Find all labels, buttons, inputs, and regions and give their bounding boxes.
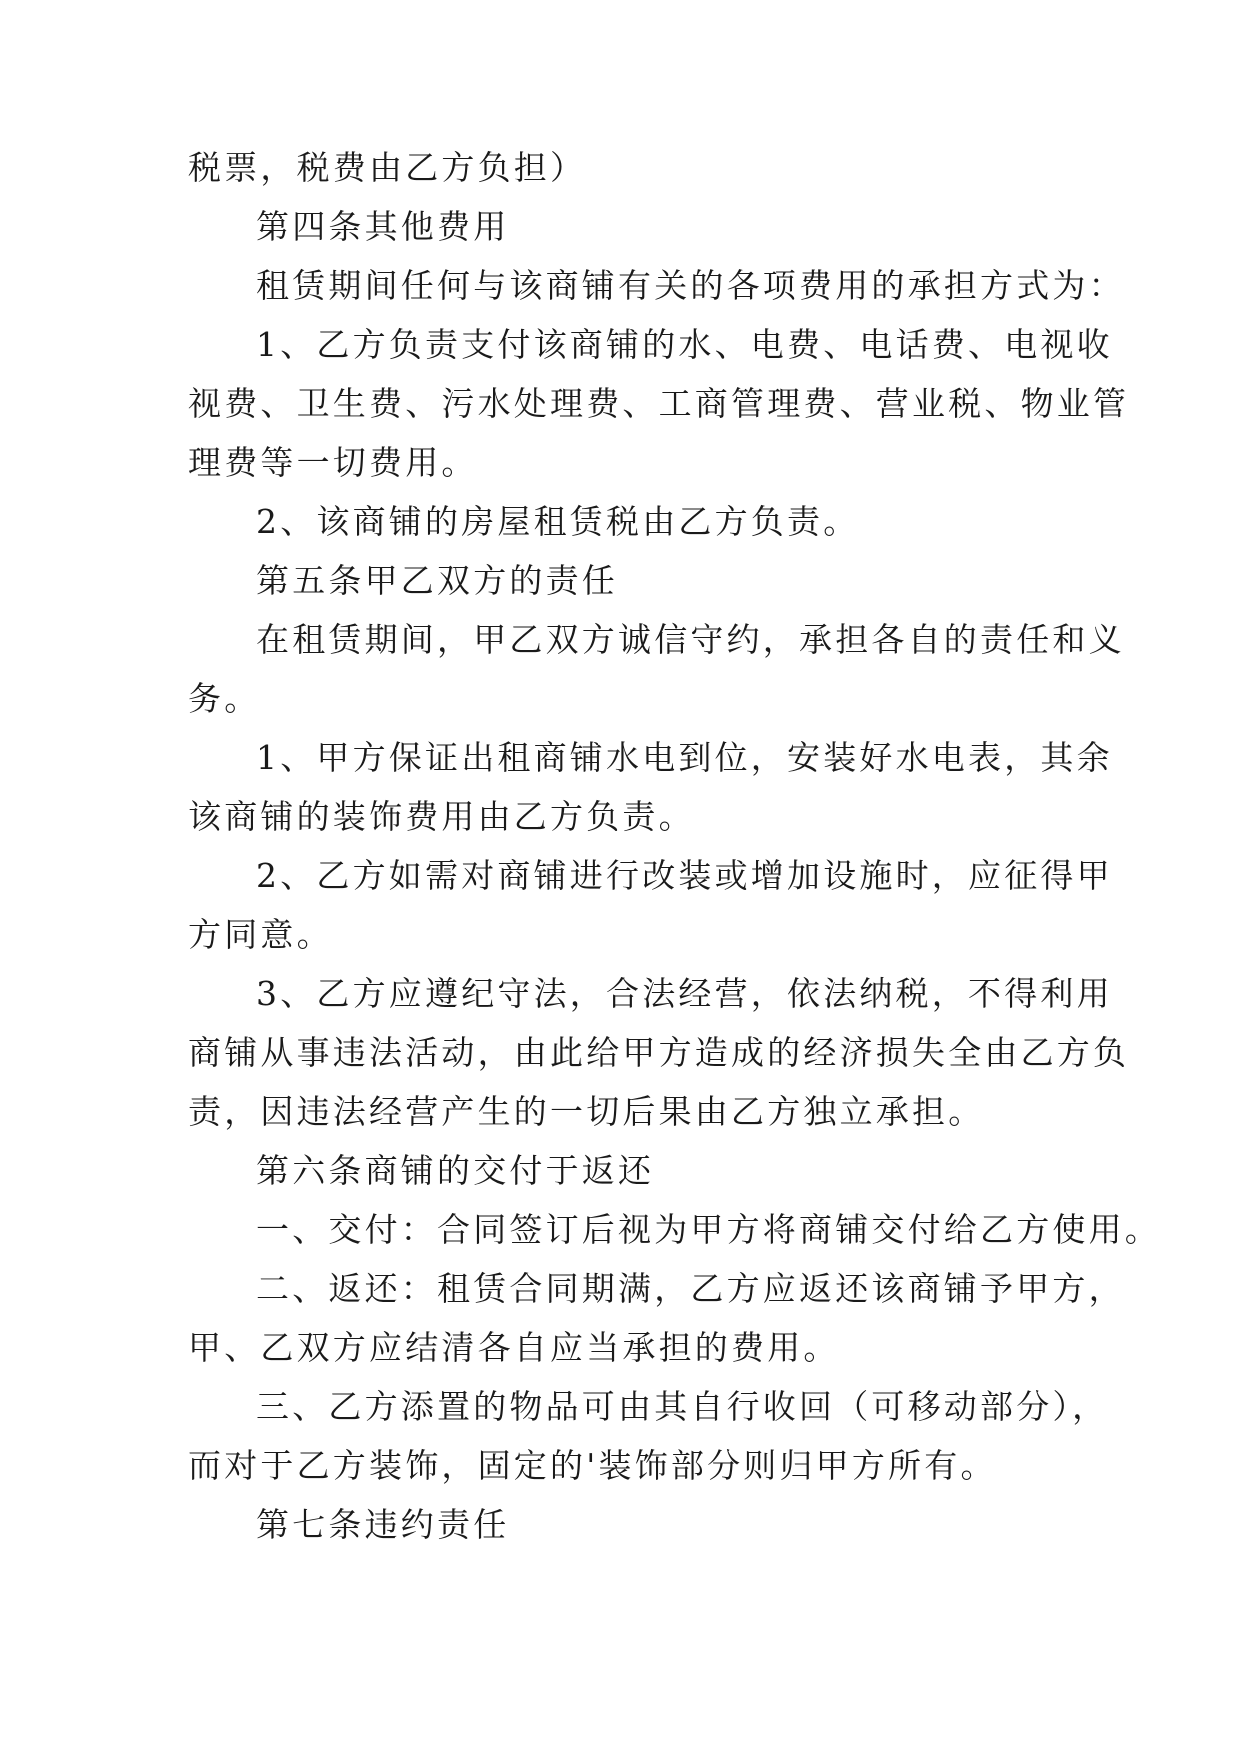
- text-line: 2、乙方如需对商铺进行改装或增加设施时，应征得甲: [256, 856, 1113, 895]
- text-line: 商铺从事违法活动，由此给甲方造成的经济损失全由乙方负: [188, 1033, 1130, 1072]
- section-heading: 第五条甲乙双方的责任: [256, 561, 618, 600]
- text-line: 该商铺的装饰费用由乙方负责。: [188, 797, 695, 836]
- text-line: 三、乙方添置的物品可由其自行收回（可移动部分），: [256, 1387, 1109, 1426]
- text-line: 一、交付：合同签订后视为甲方将商铺交付给乙方使用。: [256, 1210, 1161, 1249]
- text-line: 务。: [188, 679, 261, 718]
- text-line: 在租赁期间，甲乙双方诚信守约，承担各自的责任和义: [256, 620, 1125, 659]
- text-line: 视费、卫生费、污水处理费、工商管理费、营业税、物业管: [188, 384, 1130, 423]
- text-line: 租赁期间任何与该商铺有关的各项费用的承担方式为：: [256, 266, 1125, 305]
- section-heading: 第六条商铺的交付于返还: [256, 1151, 655, 1190]
- text-line: 而对于乙方装饰，固定的'装饰部分则归甲方所有。: [188, 1446, 997, 1485]
- text-line: 责，因违法经营产生的一切后果由乙方独立承担。: [188, 1092, 985, 1131]
- text-line: 甲、乙双方应结清各自应当承担的费用。: [188, 1328, 840, 1367]
- text-line: 方同意。: [188, 915, 333, 954]
- text-line: 2、该商铺的房屋租赁税由乙方负责。: [256, 502, 860, 541]
- text-line: 1、乙方负责支付该商铺的水、电费、电话费、电视收: [256, 325, 1113, 364]
- text-line: 税票，税费由乙方负担）: [188, 148, 587, 187]
- section-heading: 第四条其他费用: [256, 207, 510, 246]
- section-heading: 第七条违约责任: [256, 1505, 510, 1544]
- text-line: 二、返还：租赁合同期满，乙方应返还该商铺予甲方，: [256, 1269, 1125, 1308]
- text-line: 1、甲方保证出租商铺水电到位，安装好水电表，其余: [256, 738, 1113, 777]
- text-line: 理费等一切费用。: [188, 443, 478, 482]
- text-line: 3、乙方应遵纪守法，合法经营，依法纳税，不得利用: [256, 974, 1113, 1013]
